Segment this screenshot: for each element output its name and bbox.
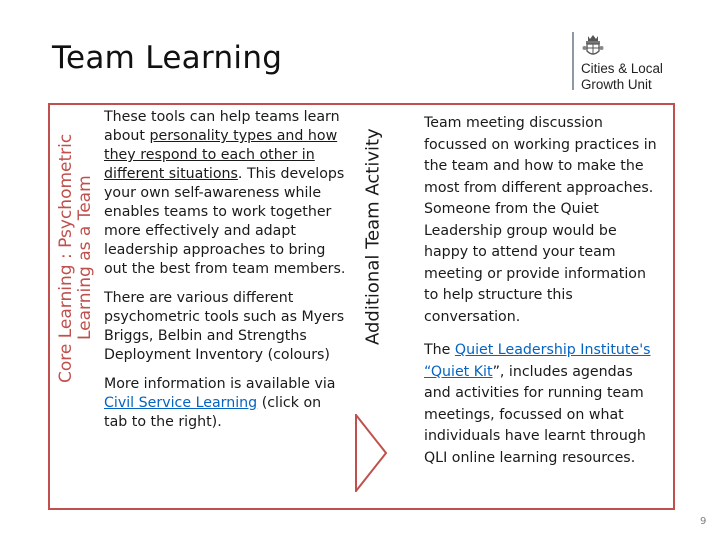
- core-learning-label: Core Learning : Psychometric Learning as a Team: [56, 133, 95, 383]
- core-learning-body: [104, 108, 346, 442]
- page-number: 9: [700, 516, 707, 527]
- core-learning-paragraph-1: These tools can help teams learn about personality types and how they respond to each other in different situations. This develops your own self-awareness while enables teams to work together more effectively and adapt leadership approaches to bring out the best from team members.: [104, 109, 346, 277]
- quiet-kit-link[interactable]: Quiet Leadership Institute's “Quiet Kit: [424, 342, 651, 380]
- additional-activity-label: Additional Team Activity: [362, 128, 384, 346]
- cities-local-growth-logo: [572, 32, 692, 92]
- logo-line-1: Cities & Local: [581, 61, 663, 76]
- activity-paragraph-2: The Quiet Leadership Institute's “Quiet Kit”, includes agendas and activities for running team meetings, focussed on what individuals have learnt through QLI online learning resources.: [424, 342, 651, 466]
- logo-line-2: Growth Unit: [581, 77, 652, 92]
- civil-service-learning-link[interactable]: Civil Service Learning: [104, 395, 258, 411]
- logo-divider: [572, 32, 574, 90]
- royal-crest-icon: [582, 34, 604, 58]
- tab-arrow[interactable]: [355, 414, 387, 492]
- core-learning-paragraph-3: More information is available via Civil Service Learning (click on tab to the right).: [104, 376, 336, 430]
- page-title: Team Learning: [52, 40, 283, 76]
- additional-activity-body: [424, 113, 660, 479]
- core-learning-paragraph-2: There are various different psychometric tools such as Myers Briggs, Belbin and Strengths Deployment Inventory (colours): [104, 290, 345, 363]
- activity-paragraph-1: Team meeting discussion focussed on working practices in the team and how to make the most from different approaches. Someone from the Quiet Leadership group would be happy to attend your team meeting or provide information to help structure this conversation.: [424, 115, 657, 325]
